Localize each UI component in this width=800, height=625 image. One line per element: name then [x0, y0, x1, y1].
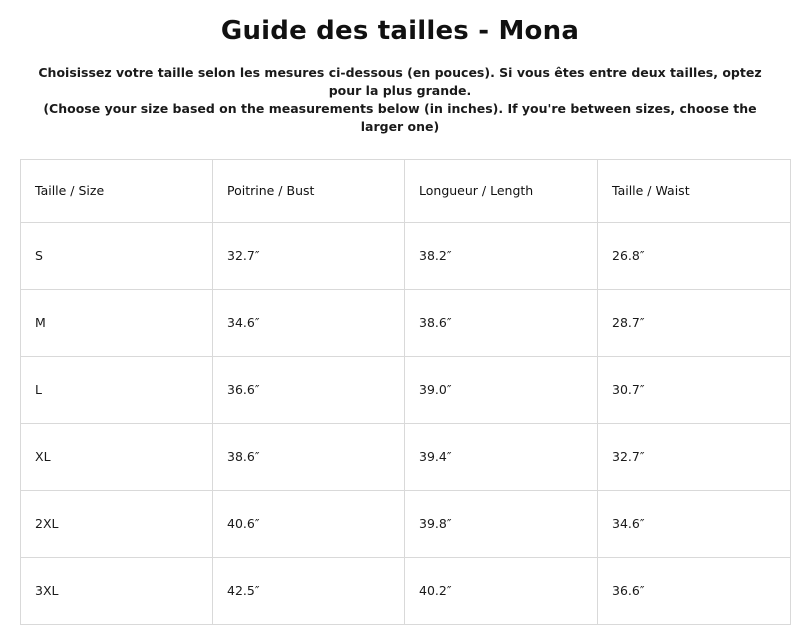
- cell-waist: 34.6″: [598, 490, 791, 557]
- cell-length: 39.8″: [405, 490, 598, 557]
- cell-bust: 40.6″: [213, 490, 405, 557]
- table-row: [21, 423, 791, 490]
- cell-waist: 32.7″: [598, 423, 791, 490]
- table-row: [21, 222, 791, 289]
- table-body: [21, 222, 791, 624]
- cell-waist: 26.8″: [598, 222, 791, 289]
- page-title: Guide des tailles - Mona: [220, 16, 580, 46]
- cell-size: 2XL: [21, 490, 213, 557]
- cell-length: 40.2″: [405, 557, 598, 624]
- size-table-container: [20, 159, 780, 625]
- page-subtitle: [0, 64, 800, 137]
- column-header-size: Taille / Size: [21, 159, 213, 222]
- cell-length: 38.2″: [405, 222, 598, 289]
- cell-bust: 42.5″: [213, 557, 405, 624]
- cell-length: 39.0″: [405, 356, 598, 423]
- size-chart-table: [20, 159, 791, 625]
- cell-waist: 36.6″: [598, 557, 791, 624]
- cell-size: S: [21, 222, 213, 289]
- column-header-bust: Poitrine / Bust: [213, 159, 405, 222]
- cell-waist: 30.7″: [598, 356, 791, 423]
- column-header-waist: Taille / Waist: [598, 159, 791, 222]
- cell-waist: 28.7″: [598, 289, 791, 356]
- table-header: [21, 159, 791, 222]
- table-header-row: [21, 159, 791, 222]
- cell-length: 39.4″: [405, 423, 598, 490]
- table-row: [21, 289, 791, 356]
- subtitle-french: Choisissez votre taille selon les mesures ci-dessous (en pouces). Si vous êtes entre deux tailles, optez pour la plus grande.: [38, 65, 762, 99]
- cell-size: L: [21, 356, 213, 423]
- cell-size: M: [21, 289, 213, 356]
- table-row: [21, 557, 791, 624]
- cell-bust: 36.6″: [213, 356, 405, 423]
- table-row: [21, 490, 791, 557]
- cell-size: 3XL: [21, 557, 213, 624]
- cell-length: 38.6″: [405, 289, 598, 356]
- table-row: [21, 356, 791, 423]
- subtitle-english: (Choose your size based on the measurements below (in inches). If you're between sizes, choose the larger one): [43, 101, 757, 135]
- size-guide-page: [0, 16, 800, 616]
- cell-size: XL: [21, 423, 213, 490]
- cell-bust: 34.6″: [213, 289, 405, 356]
- cell-bust: 32.7″: [213, 222, 405, 289]
- cell-bust: 38.6″: [213, 423, 405, 490]
- column-header-length: Longueur / Length: [405, 159, 598, 222]
